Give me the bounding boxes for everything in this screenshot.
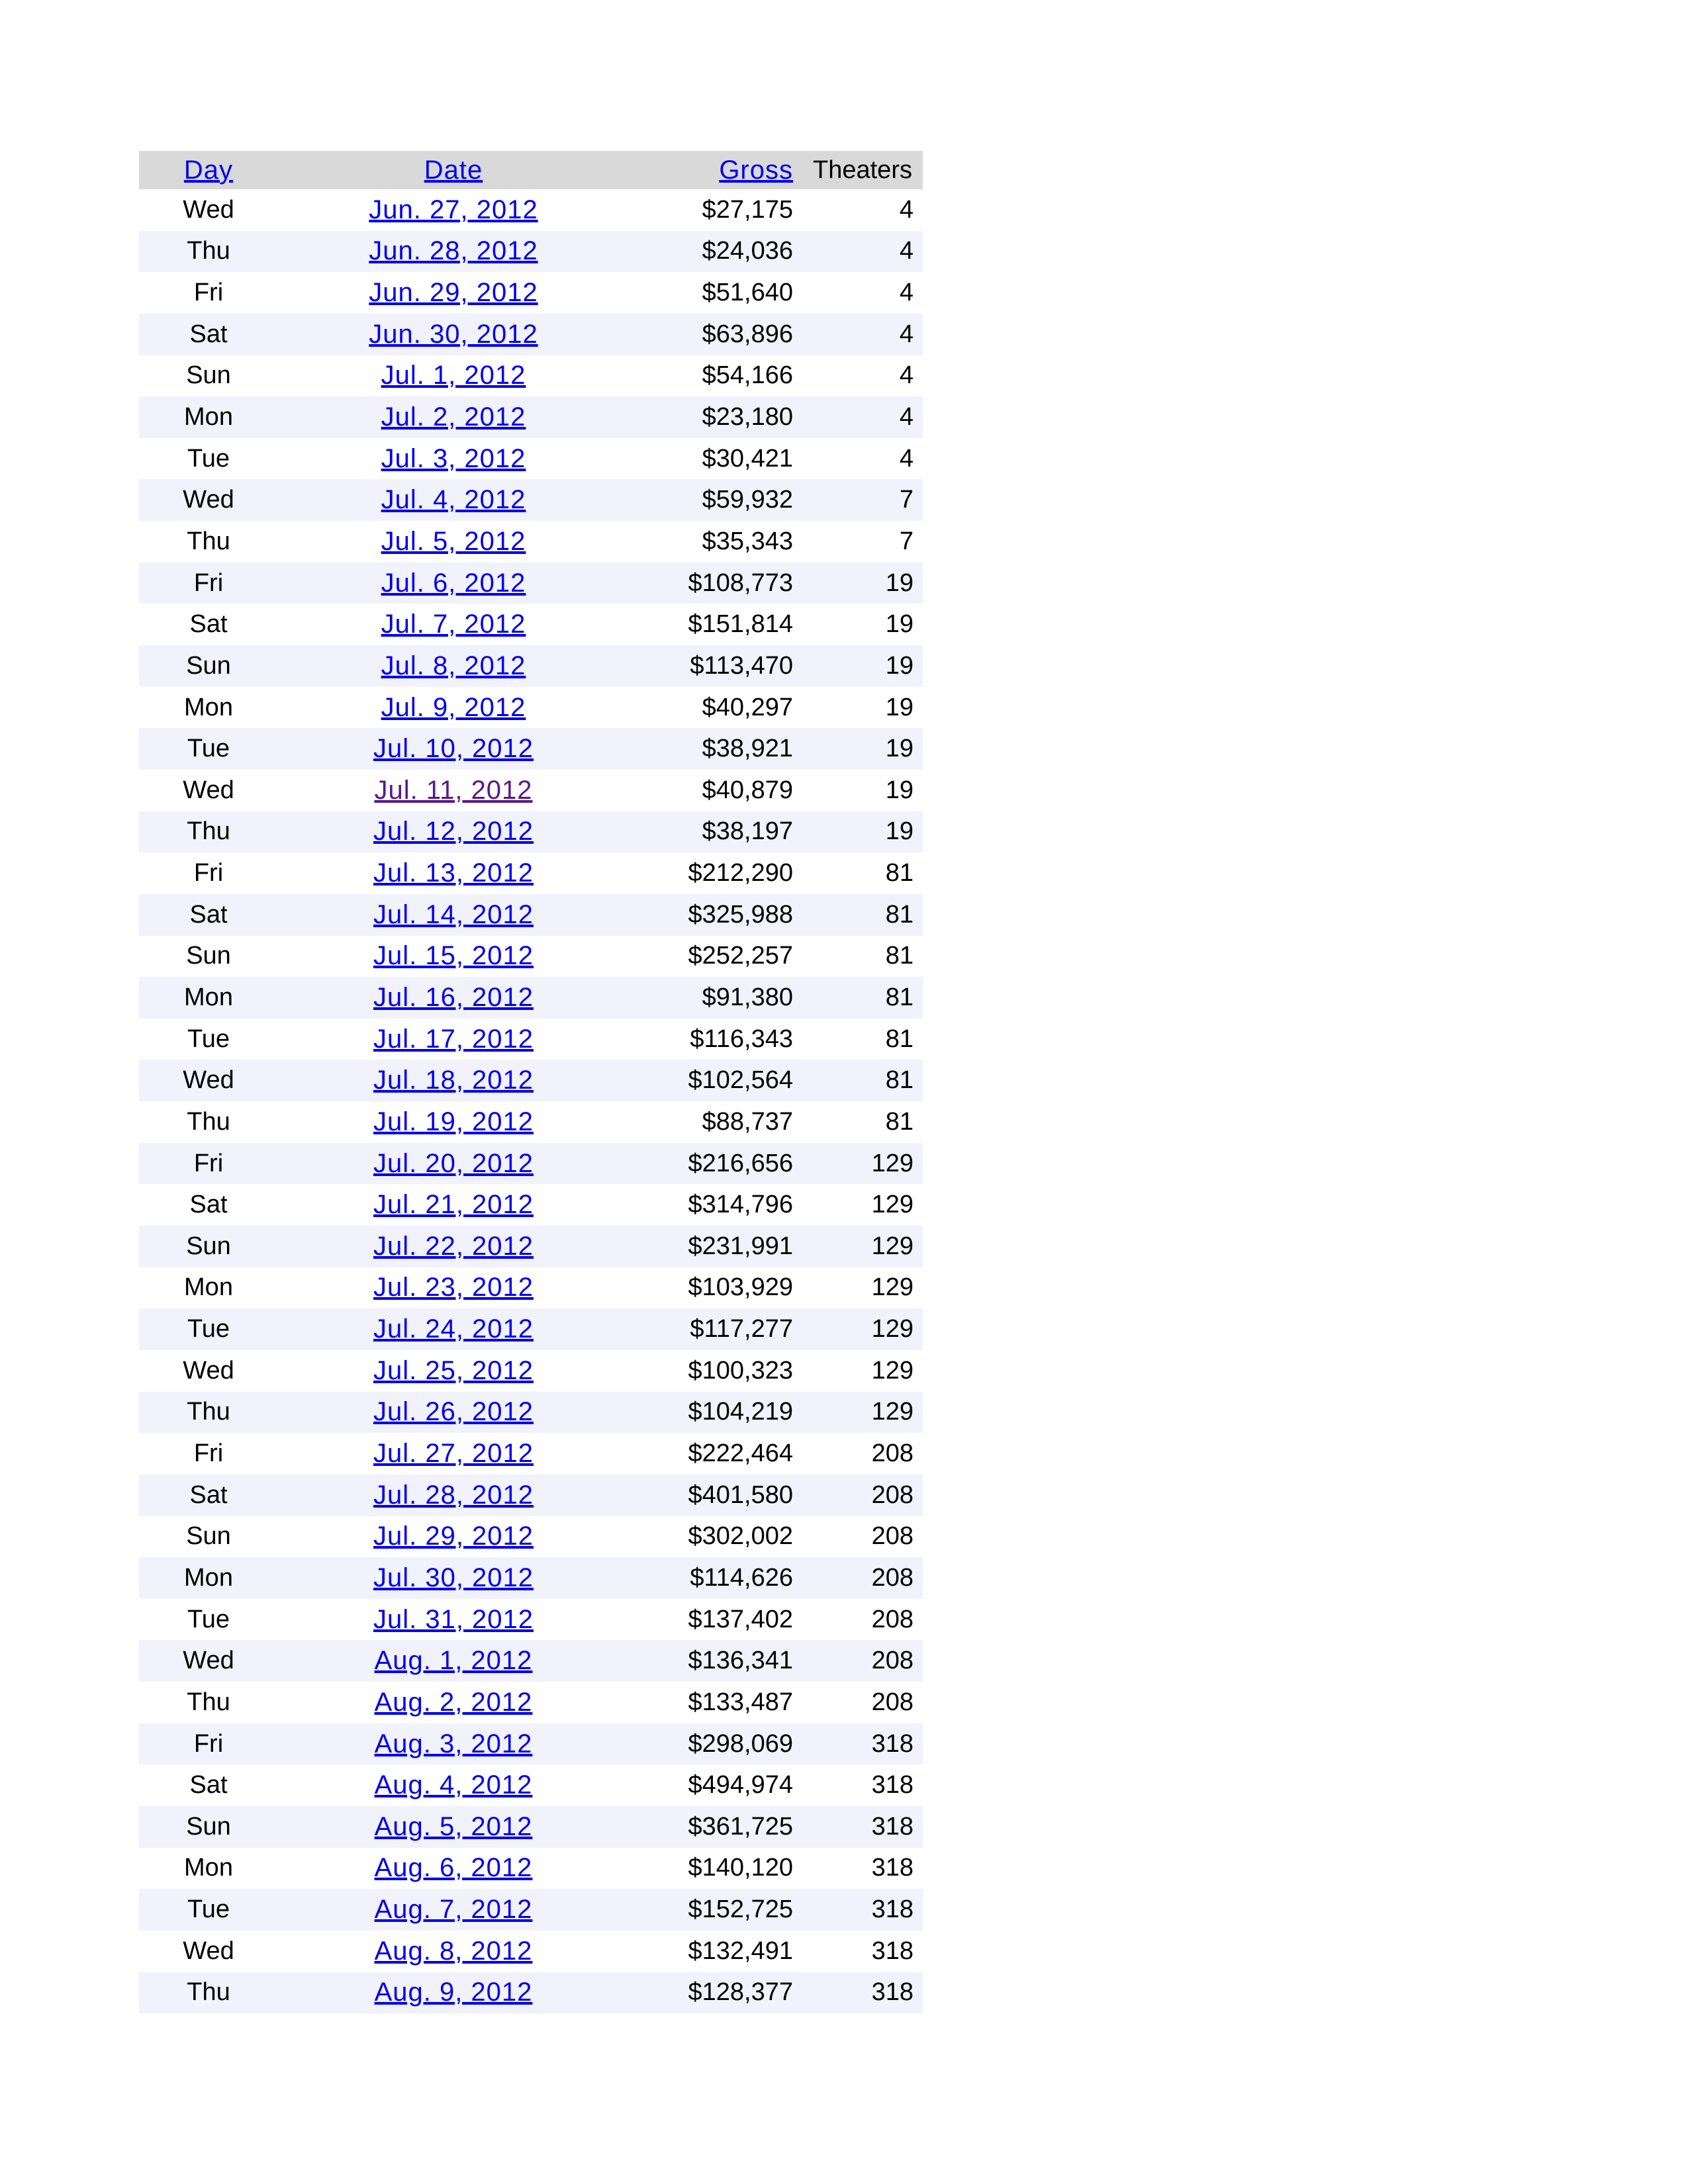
gross-cell: $302,002 [688,1522,793,1551]
gross-cell: $27,175 [702,195,793,224]
date-cell [278,1433,629,1475]
date-cell [278,1931,629,1972]
date-cell [278,1392,629,1433]
day-cell: Mon [184,693,233,721]
gross-cell: $222,464 [688,1439,793,1468]
gross-cell: $24,036 [702,237,793,265]
date-cell [278,1764,629,1806]
date-cell [278,1640,629,1682]
sort-by-gross-link[interactable]: Gross [719,155,793,185]
date-cell [278,645,629,687]
table-row [139,1931,923,1972]
theaters-cell: 129 [871,1232,914,1260]
day-cell: Sat [189,610,228,639]
day-cell: Thu [187,817,230,846]
date-cell [278,1350,629,1392]
date-cell [278,438,629,480]
date-link[interactable]: Jul. 31, 2012 [373,1604,534,1634]
table-row [139,438,923,480]
theaters-cell: 208 [871,1605,914,1633]
date-link[interactable]: Jul. 29, 2012 [373,1522,534,1551]
gross-cell: $104,219 [688,1398,793,1426]
day-cell: Thu [187,527,230,555]
date-cell [278,894,629,936]
day-cell: Fri [193,1439,224,1468]
table-row [139,272,923,314]
theaters-cell: 318 [871,1895,914,1924]
day-cell: Fri [193,859,224,887]
date-link[interactable]: Jun. 28, 2012 [369,236,538,266]
date-cell [278,1060,629,1101]
column-header-date [278,151,629,189]
gross-cell: $114,626 [690,1563,793,1592]
gross-cell: $128,377 [688,1978,793,2007]
table-row [139,1682,923,1723]
theaters-cell: 19 [885,693,914,721]
date-link[interactable]: Jul. 7, 2012 [381,610,526,639]
table-header [139,151,923,189]
theaters-cell: 208 [871,1480,914,1509]
gross-cell: $137,402 [688,1605,793,1633]
date-cell [278,272,629,314]
gross-cell: $40,297 [702,693,793,721]
date-link[interactable]: Aug. 6, 2012 [374,1853,533,1883]
date-link[interactable]: Jun. 30, 2012 [369,319,538,349]
date-cell [278,189,629,231]
gross-cell: $133,487 [688,1688,793,1716]
date-cell [278,314,629,355]
date-cell [278,355,629,397]
day-cell: Sun [186,361,231,390]
table-row [139,1101,923,1143]
day-cell: Sat [189,320,228,348]
date-link[interactable]: Jul. 11, 2012 [374,775,533,805]
gross-cell: $63,896 [702,320,793,348]
gross-cell: $231,991 [688,1232,793,1260]
date-link[interactable]: Jul. 14, 2012 [373,899,534,929]
date-cell [278,811,629,853]
date-link[interactable]: Jul. 5, 2012 [381,526,526,556]
date-cell [278,728,629,770]
date-cell [278,770,629,811]
table-row [139,1226,923,1267]
column-header-gross [629,151,802,189]
date-link[interactable]: Aug. 3, 2012 [374,1729,533,1758]
gross-cell: $252,257 [688,942,793,970]
date-cell [278,1516,629,1558]
table-row [139,1392,923,1433]
date-cell [278,977,629,1019]
day-cell: Sat [189,900,228,929]
date-cell [278,1723,629,1765]
date-cell [278,396,629,438]
table-row [139,521,923,563]
table-row [139,1060,923,1101]
date-cell [278,1599,629,1641]
table-row [139,1848,923,1889]
date-link[interactable]: Jul. 2, 2012 [381,402,526,432]
day-cell: Tue [187,1895,230,1924]
date-link[interactable]: Jul. 26, 2012 [373,1397,534,1427]
date-link[interactable]: Jul. 19, 2012 [373,1107,534,1136]
theaters-cell: 81 [885,942,914,970]
date-link[interactable]: Aug. 8, 2012 [374,1936,533,1966]
day-cell: Tue [187,1605,230,1633]
date-link[interactable]: Jul. 15, 2012 [373,941,534,971]
date-link[interactable]: Aug. 2, 2012 [374,1687,533,1717]
theaters-cell: 318 [871,1854,914,1882]
day-cell: Mon [184,1854,233,1882]
gross-cell: $113,470 [690,651,793,680]
gross-cell: $117,277 [690,1315,793,1343]
day-cell: Tue [187,444,230,473]
gross-cell: $116,343 [690,1024,793,1053]
day-cell: Wed [183,486,234,514]
theaters-cell: 19 [885,610,914,639]
day-cell: Tue [187,1024,230,1053]
day-cell: Tue [187,735,230,763]
theaters-cell: 129 [871,1315,914,1343]
date-cell [278,1267,629,1309]
gross-cell: $325,988 [688,900,793,929]
theaters-cell: 4 [899,320,914,348]
gross-cell: $152,725 [688,1895,793,1924]
table-row [139,1972,923,2014]
gross-cell: $35,343 [702,527,793,555]
theaters-cell: 19 [885,817,914,846]
table-row [139,852,923,894]
table-row [139,1475,923,1516]
date-link[interactable]: Jul. 23, 2012 [373,1273,534,1302]
theaters-cell: 129 [871,1149,914,1177]
day-cell: Wed [183,1647,234,1675]
day-cell: Wed [183,1066,234,1095]
date-link[interactable]: Jul. 12, 2012 [373,817,534,846]
theaters-cell: 129 [871,1398,914,1426]
column-header-theaters: Theaters [813,156,912,184]
theaters-cell: 318 [871,1729,914,1758]
table-row [139,1350,923,1392]
theaters-cell: 7 [899,486,914,514]
theaters-cell: 208 [871,1522,914,1551]
date-cell [278,1101,629,1143]
theaters-cell: 81 [885,1066,914,1095]
table-row [139,1723,923,1765]
theaters-cell: 19 [885,651,914,680]
date-link[interactable]: Jun. 27, 2012 [369,195,538,224]
date-link[interactable]: Jul. 20, 2012 [373,1148,534,1178]
date-link[interactable]: Aug. 9, 2012 [374,1978,533,2007]
sort-by-day-link[interactable]: Day [183,155,234,185]
gross-cell: $30,421 [702,444,793,473]
table-row [139,1267,923,1309]
day-cell: Sat [189,1191,228,1219]
date-link[interactable]: Jul. 28, 2012 [373,1480,534,1510]
theaters-cell: 81 [885,1107,914,1136]
theaters-cell: 4 [899,237,914,265]
day-cell: Sun [186,942,231,970]
gross-cell: $212,290 [688,859,793,887]
theaters-cell: 4 [899,361,914,390]
gross-cell: $298,069 [688,1729,793,1758]
table-row [139,894,923,936]
table-row [139,728,923,770]
day-cell: Fri [193,569,224,597]
theaters-cell: 4 [899,195,914,224]
table-row [139,1557,923,1599]
gross-cell: $103,929 [688,1273,793,1302]
date-cell [278,231,629,273]
theaters-cell: 208 [871,1563,914,1592]
date-cell [278,1184,629,1226]
table-row [139,479,923,521]
day-cell: Mon [184,1273,233,1302]
gross-cell: $151,814 [688,610,793,639]
day-cell: Wed [183,195,234,224]
date-link[interactable]: Aug. 4, 2012 [374,1770,533,1800]
gross-cell: $23,180 [702,403,793,432]
theaters-cell: 318 [871,1771,914,1799]
day-cell: Wed [183,1356,234,1385]
theaters-cell: 318 [871,1812,914,1841]
date-link[interactable]: Jul. 25, 2012 [373,1355,534,1385]
theaters-cell: 81 [885,859,914,887]
table-row [139,1516,923,1558]
theaters-cell: 208 [871,1688,914,1716]
date-cell [278,604,629,645]
date-cell [278,1475,629,1516]
date-link[interactable]: Aug. 1, 2012 [374,1646,533,1676]
table-row [139,1640,923,1682]
table-row [139,1308,923,1350]
gross-cell: $401,580 [688,1480,793,1509]
date-cell [278,1557,629,1599]
date-link[interactable]: Jul. 16, 2012 [373,982,534,1012]
gross-cell: $88,737 [702,1107,793,1136]
theaters-cell: 129 [871,1273,914,1302]
table-row [139,1184,923,1226]
date-link[interactable]: Aug. 5, 2012 [374,1811,533,1841]
theaters-cell: 81 [885,983,914,1011]
table-row [139,687,923,729]
table-row [139,811,923,853]
date-cell [278,1972,629,2014]
table-row [139,314,923,355]
date-link[interactable]: Jun. 29, 2012 [369,278,538,308]
theaters-cell: 81 [885,1024,914,1053]
date-cell [278,852,629,894]
date-link[interactable]: Jul. 30, 2012 [373,1563,534,1592]
date-link[interactable]: Aug. 7, 2012 [374,1895,533,1925]
theaters-cell: 208 [871,1647,914,1675]
gross-cell: $38,921 [702,735,793,763]
gross-cell: $102,564 [688,1066,793,1095]
table-row [139,604,923,645]
day-cell: Mon [184,1563,233,1592]
column-header-day [139,151,278,189]
day-cell: Thu [187,1398,230,1426]
gross-cell: $54,166 [702,361,793,390]
table-row [139,1143,923,1185]
table-row [139,936,923,978]
sort-by-date-link[interactable]: Date [424,155,483,185]
theaters-cell: 19 [885,776,914,804]
theaters-cell: 81 [885,900,914,929]
theaters-cell: 4 [899,444,914,473]
day-cell: Wed [183,1936,234,1965]
date-link[interactable]: Jul. 24, 2012 [373,1314,534,1344]
date-link[interactable]: Jul. 22, 2012 [373,1231,534,1261]
gross-cell: $132,491 [688,1936,793,1965]
gross-cell: $91,380 [702,983,793,1011]
theaters-cell: 318 [871,1936,914,1965]
day-cell: Sun [186,1522,231,1551]
date-cell [278,687,629,729]
table-row [139,1889,923,1931]
table-row [139,1806,923,1848]
day-cell: Fri [193,1729,224,1758]
theaters-cell: 129 [871,1191,914,1219]
date-link[interactable]: Jul. 13, 2012 [373,858,534,888]
table-row [139,1433,923,1475]
date-cell [278,936,629,978]
day-cell: Sun [186,651,231,680]
date-cell [278,1806,629,1848]
day-cell: Sat [189,1771,228,1799]
gross-cell: $51,640 [702,279,793,307]
day-cell: Sun [186,1812,231,1841]
date-cell [278,1848,629,1889]
theaters-cell: 4 [899,279,914,307]
theaters-cell: 4 [899,403,914,432]
day-cell: Thu [187,1688,230,1716]
gross-cell: $100,323 [688,1356,793,1385]
box-office-table-container [139,151,923,2013]
date-cell [278,1226,629,1267]
date-cell [278,1019,629,1060]
table-row [139,1019,923,1060]
date-cell [278,1143,629,1185]
day-cell: Thu [187,1978,230,2007]
day-cell: Fri [193,279,224,307]
gross-cell: $140,120 [688,1854,793,1882]
date-link[interactable]: Jul. 10, 2012 [373,734,534,764]
day-cell: Mon [184,403,233,432]
table-row [139,770,923,811]
date-link[interactable]: Jul. 4, 2012 [381,485,526,515]
theaters-cell: 208 [871,1439,914,1468]
day-cell: Sun [186,1232,231,1260]
table-row [139,189,923,231]
gross-cell: $136,341 [688,1647,793,1675]
theaters-cell: 7 [899,527,914,555]
gross-cell: $59,932 [702,486,793,514]
date-cell [278,563,629,604]
gross-cell: $494,974 [688,1771,793,1799]
table-row [139,645,923,687]
theaters-cell: 129 [871,1356,914,1385]
day-cell: Sat [189,1480,228,1509]
date-cell [278,521,629,563]
date-cell [278,1308,629,1350]
day-cell: Wed [183,776,234,804]
gross-cell: $216,656 [688,1149,793,1177]
date-link[interactable]: Jul. 1, 2012 [381,361,526,390]
table-body [139,189,923,2013]
table-row [139,396,923,438]
day-cell: Tue [187,1315,230,1343]
theaters-cell: 19 [885,735,914,763]
header-row [139,151,923,189]
date-link[interactable]: Jul. 27, 2012 [373,1439,534,1469]
date-link[interactable]: Jul. 18, 2012 [373,1066,534,1095]
table-row [139,231,923,273]
table-row [139,977,923,1019]
day-cell: Mon [184,983,233,1011]
day-cell: Fri [193,1149,224,1177]
date-cell [278,479,629,521]
theaters-cell: 318 [871,1978,914,2007]
daily-gross-table [139,151,923,2013]
theaters-cell: 19 [885,569,914,597]
date-link[interactable]: Jul. 9, 2012 [381,692,526,722]
date-link[interactable]: Jul. 21, 2012 [373,1190,534,1220]
date-link[interactable]: Jul. 17, 2012 [373,1024,534,1054]
table-row [139,1764,923,1806]
table-row [139,355,923,397]
day-cell: Thu [187,237,230,265]
date-cell [278,1682,629,1723]
gross-cell: $108,773 [688,569,793,597]
gross-cell: $38,197 [702,817,793,846]
date-cell [278,1889,629,1931]
gross-cell: $40,879 [702,776,793,804]
day-cell: Thu [187,1107,230,1136]
date-link[interactable]: Jul. 8, 2012 [381,651,526,680]
table-row [139,563,923,604]
gross-cell: $361,725 [688,1812,793,1841]
table-row [139,1599,923,1641]
date-link[interactable]: Jul. 3, 2012 [381,443,526,473]
date-link[interactable]: Jul. 6, 2012 [381,568,526,598]
gross-cell: $314,796 [688,1191,793,1219]
